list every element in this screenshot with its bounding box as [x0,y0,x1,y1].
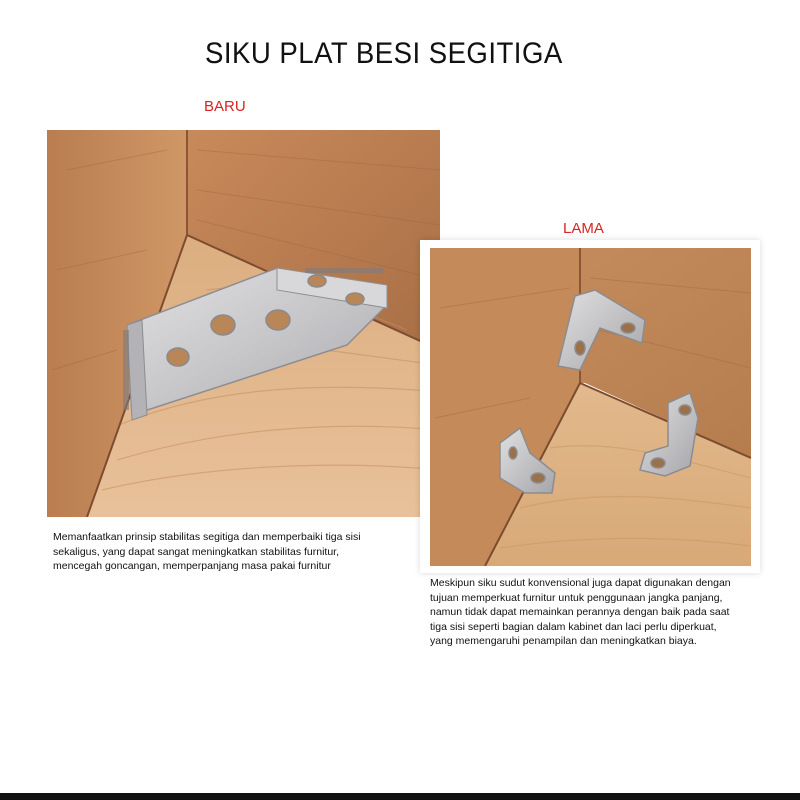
new-label: BARU [204,98,246,115]
bottom-divider [0,793,800,800]
l-bracket-photo [430,248,751,566]
old-label: LAMA [563,220,604,237]
old-caption [430,576,775,649]
caption-line: sekaligus, yang dapat sangat meningkatkan stabilitas furnitur, [53,545,340,558]
caption-line: yang memengaruhi penampilan dan meningkatkan biaya. [430,635,697,647]
caption-line: mencegah goncangan, memperpanjang masa pakai furnitur [53,560,331,572]
triangle-bracket-photo [47,130,440,517]
caption-line: namun tidak dapat memainkan perannya dengan baik pada saat [430,606,730,618]
caption-line: Meskipun siku sudut konvensional juga dapat digunakan dengan [430,577,731,589]
new-caption [53,530,403,574]
caption-line: tujuan memperkuat furnitur untuk penggunaan jangka panjang, [430,591,723,604]
caption-line: Memanfaatkan prinsip stabilitas segitiga dan memperbaiki tiga sisi [53,531,361,543]
page-title: SIKU PLAT BESI SEGITIGA [205,37,563,70]
caption-line: tiga sisi seperti bagian dalam kabinet dan laci perlu diperkuat, [430,620,717,633]
